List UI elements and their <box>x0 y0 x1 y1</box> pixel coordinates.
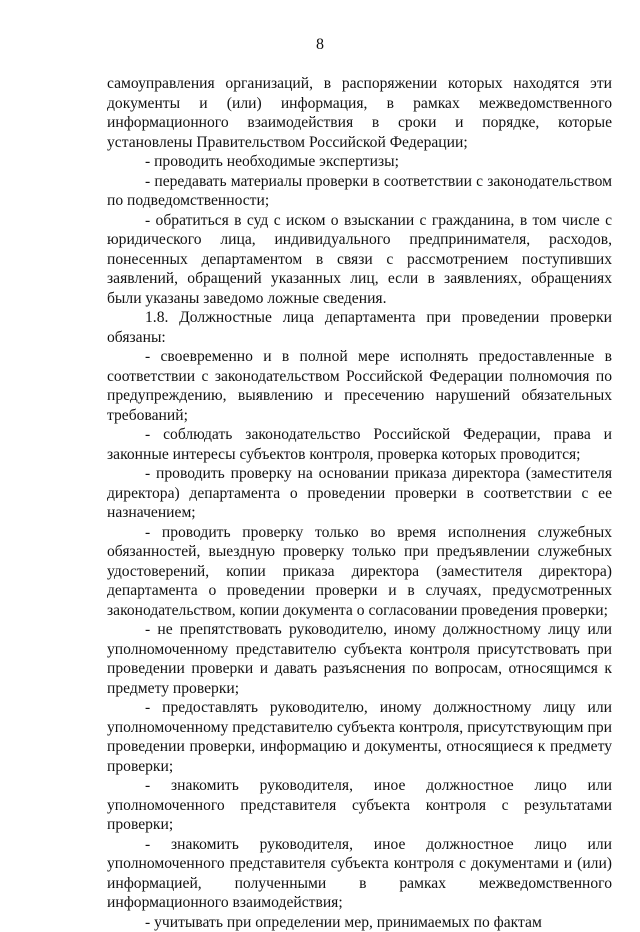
document-body <box>107 74 612 932</box>
paragraph-11: - предоставлять руководителю, иному должностному лицу или уполномоченному представителю субъекта контроля, присутствующим при проведении проверки, информацию и документы, относящиеся к предмету проверки; <box>107 698 612 776</box>
paragraph-6: - своевременно и в полной мере исполнять предоставленные в соответствии с законодательством Российской Федерации полномочия по предупреждению, выявлению и пресечению нарушений обязательных требований; <box>107 347 612 425</box>
page-number: 8 <box>0 36 640 54</box>
paragraph-13: - знакомить руководителя, иное должностное лицо или уполномоченного представителя субъекта контроля с документами и (или) информацией, полученными в рамках межведомственного информационного взаимодействия; <box>107 835 612 913</box>
paragraph-9: - проводить проверку только во время исполнения служебных обязанностей, выездную проверку только при предъявлении служебных удостоверений, копии приказа директора (заместителя директора) департамента о проведении проверки и в случаях, предусмотренных законодательством, копии документа о согласовании проведения проверки; <box>107 523 612 621</box>
paragraph-14: - учитывать при определении мер, принимаемых по фактам <box>107 913 612 932</box>
paragraph-12: - знакомить руководителя, иное должностное лицо или уполномоченного представителя субъекта контроля с результатами проверки; <box>107 776 612 835</box>
paragraph-4: - обратиться в суд с иском о взыскании с гражданина, в том числе с юридического лица, индивидуального предпринимателя, расходов, понесенных департаментом в связи с рассмотрением поступивших заявлений, обращений указанных лиц, если в заявлениях, обращениях были указаны заведомо ложные сведения. <box>107 211 612 309</box>
paragraph-7: - соблюдать законодательство Российской Федерации, права и законные интересы субъектов контроля, проверка которых проводится; <box>107 425 612 464</box>
paragraph-2: - проводить необходимые экспертизы; <box>107 152 612 172</box>
paragraph-1: самоуправления организаций, в распоряжении которых находятся эти документы и (или) информация, в рамках межведомственного информационного взаимодействия в сроки и порядке, которые установлены Правительством Российской Федерации; <box>107 74 612 152</box>
paragraph-5-section-1-8: 1.8. Должностные лица департамента при проведении проверки обязаны: <box>107 308 612 347</box>
paragraph-10: - не препятствовать руководителю, иному должностному лицу или уполномоченному представителю субъекта контроля присутствовать при проведении проверки и давать разъяснения по вопросам, относящимся к предмету проверки; <box>107 620 612 698</box>
paragraph-3: - передавать материалы проверки в соответствии с законодательством по подведомственности; <box>107 172 612 211</box>
paragraph-8: - проводить проверку на основании приказа директора (заместителя директора) департамента о проведении проверки в соответствии с ее назначением; <box>107 464 612 523</box>
